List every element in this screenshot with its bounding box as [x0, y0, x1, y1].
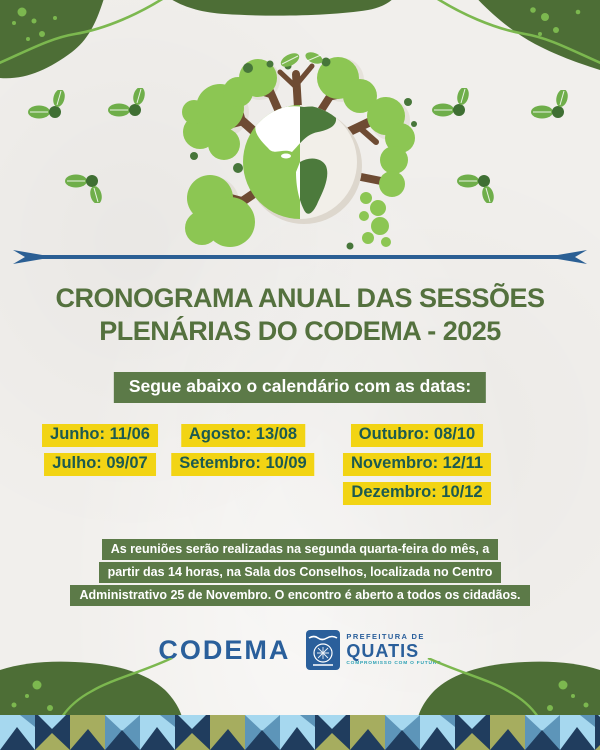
schedule-column-1	[42, 424, 158, 482]
calendar-banner: Segue abaixo o calendário com as datas:	[114, 372, 486, 403]
title-line-1: CRONOGRAMA ANUAL DAS SESSÕES	[55, 283, 545, 313]
prefecture-label: PREFEITURA DE	[346, 631, 425, 641]
codema-logo: CODEMA	[158, 634, 291, 665]
schedule-column-2	[171, 424, 314, 482]
date-chip: Dezembro: 10/12	[343, 482, 490, 505]
info-line: As reuniões serão realizadas na segunda quarta-feira do mês, a	[102, 539, 499, 560]
title-line-2: PLENÁRIAS DO CODEMA - 2025	[99, 316, 501, 346]
leaf-cluster-icon	[432, 88, 472, 118]
page-title	[0, 282, 600, 348]
leaf-cluster-icon	[457, 173, 497, 203]
date-chip: Junho: 11/06	[42, 424, 158, 447]
date-chip: Agosto: 13/08	[181, 424, 305, 447]
date-chip: Setembro: 10/09	[171, 453, 314, 476]
prefecture-tagline: COMPROMISSO COM O FUTURO	[346, 661, 442, 667]
earth-with-trees-illustration	[180, 50, 420, 260]
top-leaves	[279, 50, 325, 70]
info-line: Administrativo 25 de Novembro. O encontro é aberto a todos os cidadãos.	[70, 585, 529, 606]
double-headed-arrow-divider	[10, 248, 590, 266]
date-chip: Outubro: 08/10	[351, 424, 483, 447]
leaf-cluster-icon	[65, 173, 105, 203]
green-blob-left	[0, 662, 182, 717]
date-chip: Julho: 09/07	[44, 453, 155, 476]
leaf-cluster-icon	[531, 90, 571, 120]
date-chip: Novembro: 12/11	[343, 453, 491, 476]
geometric-mosaic-border	[0, 715, 600, 750]
meeting-info	[0, 539, 600, 608]
green-blob-right	[418, 662, 600, 717]
leaf-cluster-icon	[28, 90, 68, 120]
schedule-column-3	[343, 424, 491, 511]
bottom-green-wave-decoration	[0, 658, 600, 717]
info-line: partir das 14 horas, na Sala dos Conselhos, localizada no Centro	[99, 562, 502, 583]
prefecture-name: QUATIS	[346, 641, 420, 662]
leaf-cluster-icon	[108, 88, 148, 118]
